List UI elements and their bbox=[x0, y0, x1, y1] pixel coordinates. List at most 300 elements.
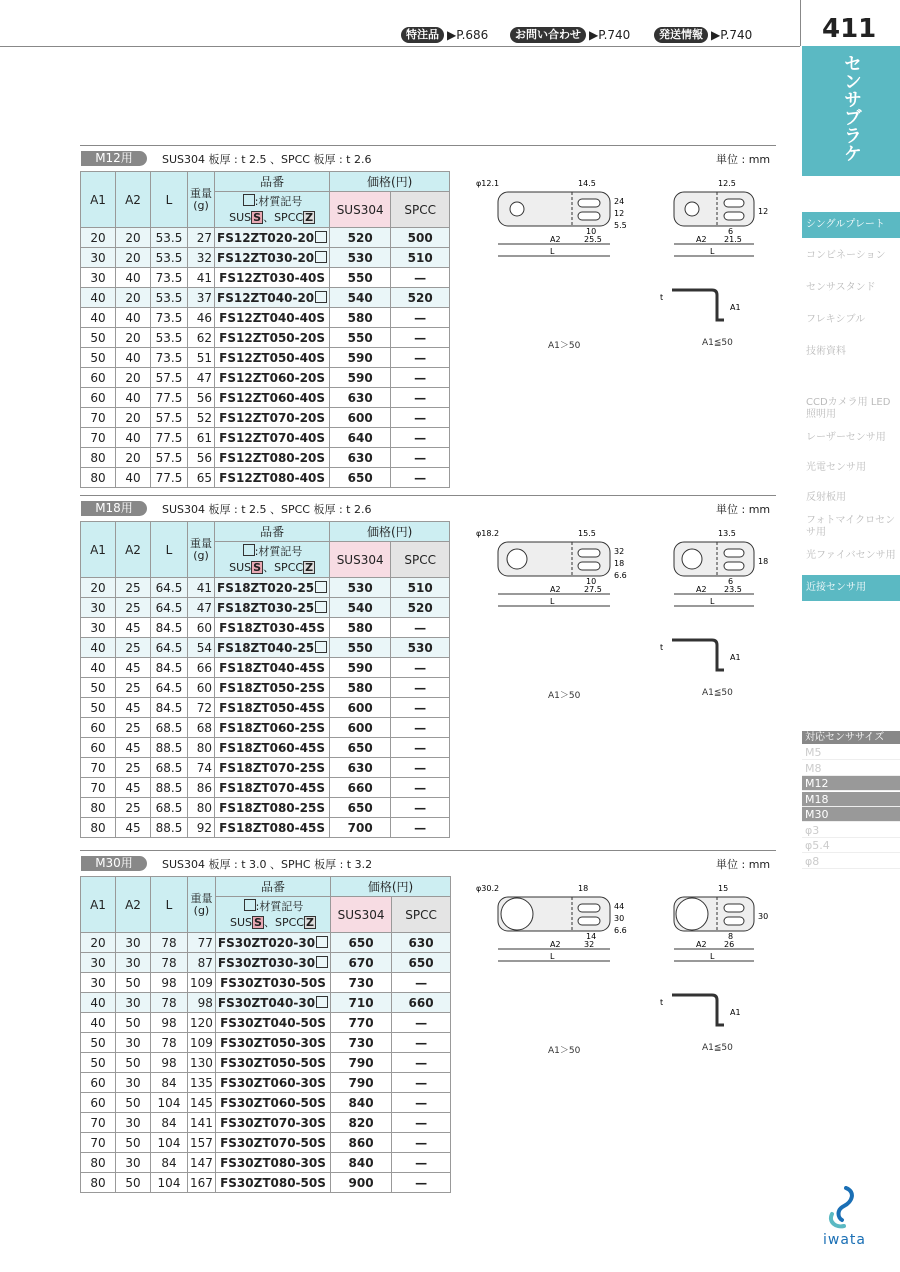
cell-weight: 41 bbox=[188, 578, 215, 598]
cell-part: FS30ZT050-50S bbox=[215, 1053, 330, 1073]
unit-label: 単位 : mm bbox=[716, 503, 771, 516]
table-row bbox=[81, 933, 451, 953]
iwata-logo-icon bbox=[826, 1186, 860, 1230]
cell-a2: 30 bbox=[116, 993, 151, 1013]
bracket-drawing bbox=[462, 879, 782, 1069]
cell-a1: 30 bbox=[81, 973, 116, 993]
cell-sus304: 790 bbox=[331, 1073, 392, 1093]
dim-l-le: L bbox=[710, 597, 715, 606]
cell-part: FS18ZT050-45S bbox=[215, 698, 330, 718]
dim-offset: 6.6 bbox=[614, 926, 627, 935]
cell-sus304: 630 bbox=[330, 448, 391, 468]
cell-sus304: 790 bbox=[331, 1053, 392, 1073]
cell-a2: 40 bbox=[116, 468, 151, 488]
cell-spcc: 510 bbox=[391, 248, 450, 268]
cell-a2: 20 bbox=[116, 288, 151, 308]
sidebar-item-9[interactable]: フォトマイクロセンサ用 bbox=[806, 515, 896, 538]
dim-l-le: L bbox=[710, 952, 715, 961]
sensor-hole-gt bbox=[501, 898, 533, 930]
cell-a2: 30 bbox=[116, 1073, 151, 1093]
table-row bbox=[81, 328, 450, 348]
sensor-hole-le bbox=[682, 549, 702, 569]
slot-le-2 bbox=[724, 212, 744, 220]
cell-l: 64.5 bbox=[151, 638, 188, 658]
dim-a-gt: 32 bbox=[584, 940, 595, 949]
cell-a1: 50 bbox=[81, 328, 116, 348]
cell-part: FS12ZT040-40S bbox=[215, 308, 330, 328]
cell-a2: 25 bbox=[116, 638, 151, 658]
cell-sus304: 640 bbox=[330, 428, 391, 448]
cell-spcc: — bbox=[392, 1153, 451, 1173]
cell-a1: 80 bbox=[81, 818, 116, 838]
size-item-6: φ5.4 bbox=[802, 838, 900, 853]
cell-sus304: 730 bbox=[331, 973, 392, 993]
col-l: L bbox=[151, 172, 188, 228]
table-row bbox=[81, 468, 450, 488]
cell-l: 84.5 bbox=[151, 698, 188, 718]
cell-spcc: 520 bbox=[391, 598, 450, 618]
cell-a1: 30 bbox=[81, 248, 116, 268]
cell-a1: 30 bbox=[81, 618, 116, 638]
table-row bbox=[81, 1053, 451, 1073]
slot-gt-1 bbox=[578, 904, 600, 912]
cell-l: 98 bbox=[151, 973, 188, 993]
bent-profile bbox=[672, 640, 724, 670]
sidebar-item-11[interactable]: 近接センサ用 bbox=[802, 575, 900, 601]
dim-thickness: t bbox=[660, 998, 664, 1007]
dim-a1: A1 bbox=[730, 303, 741, 312]
cell-a2: 40 bbox=[116, 428, 151, 448]
cell-part: FS30ZT040-50S bbox=[215, 1013, 330, 1033]
dim-width-le: 12.5 bbox=[718, 179, 736, 188]
cell-a2: 40 bbox=[116, 388, 151, 408]
cell-weight: 68 bbox=[188, 718, 215, 738]
cell-spcc: 660 bbox=[392, 993, 451, 1013]
cell-weight: 27 bbox=[188, 228, 215, 248]
dim-hole: φ30.2 bbox=[476, 884, 500, 893]
cell-a2: 30 bbox=[116, 1113, 151, 1133]
table-row bbox=[81, 1133, 451, 1153]
cell-l: 98 bbox=[151, 1053, 188, 1073]
cell-a2: 20 bbox=[116, 228, 151, 248]
cell-spcc: — bbox=[392, 1053, 451, 1073]
cell-spcc: — bbox=[391, 428, 450, 448]
dim-width-gt: 18 bbox=[578, 884, 589, 893]
cell-a1: 60 bbox=[81, 368, 116, 388]
material-box-icon bbox=[243, 194, 255, 206]
dim-width-gt: 14.5 bbox=[578, 179, 596, 188]
cell-l: 104 bbox=[151, 1173, 188, 1193]
cell-a2: 45 bbox=[116, 618, 151, 638]
cell-spcc: — bbox=[391, 738, 450, 758]
nav-ref-shipping[interactable]: ▶P.740 bbox=[711, 28, 753, 42]
table-row bbox=[81, 448, 450, 468]
cell-a2: 25 bbox=[116, 598, 151, 618]
col-material-note: :材質記号 SUS S 、SPCC Z bbox=[215, 897, 330, 933]
size-item-7: φ8 bbox=[802, 854, 900, 869]
col-spcc: SPCC bbox=[391, 192, 450, 228]
dim-slot-gt: 10 bbox=[586, 227, 597, 236]
cell-spcc: — bbox=[391, 618, 450, 638]
sidebar-item-6[interactable]: レーザーセンサ用 bbox=[806, 432, 886, 443]
cell-part: FS30ZT020-30 bbox=[215, 933, 330, 953]
cell-l: 77.5 bbox=[151, 468, 188, 488]
cell-sus304: 770 bbox=[331, 1013, 392, 1033]
cell-a1: 20 bbox=[81, 578, 116, 598]
cell-l: 57.5 bbox=[151, 368, 188, 388]
table-row bbox=[81, 798, 450, 818]
cell-l: 88.5 bbox=[151, 778, 188, 798]
cell-weight: 109 bbox=[188, 973, 216, 993]
cell-a2: 45 bbox=[116, 818, 151, 838]
table-row bbox=[81, 1173, 451, 1193]
dim-height-2: 12 bbox=[614, 209, 625, 218]
bracket-drawing bbox=[462, 524, 782, 714]
cell-a2: 45 bbox=[116, 658, 151, 678]
dim-height: 24 bbox=[614, 197, 625, 206]
nav-label-inquiry[interactable]: お問い合わせ bbox=[510, 27, 586, 43]
cell-a1: 50 bbox=[81, 1053, 116, 1073]
cell-part: FS12ZT030-20 bbox=[215, 248, 330, 268]
cell-spcc: — bbox=[392, 973, 451, 993]
cell-spcc: — bbox=[391, 408, 450, 428]
cell-l: 53.5 bbox=[151, 288, 188, 308]
cell-sus304: 650 bbox=[330, 738, 391, 758]
dim-thickness: t bbox=[660, 643, 664, 652]
cell-weight: 157 bbox=[188, 1133, 216, 1153]
cell-weight: 135 bbox=[188, 1073, 216, 1093]
bent-profile bbox=[672, 290, 724, 320]
cell-spcc: — bbox=[392, 1013, 451, 1033]
caption-le: A1≦50 bbox=[702, 1043, 733, 1053]
cell-l: 88.5 bbox=[151, 818, 188, 838]
cell-sus304: 630 bbox=[330, 758, 391, 778]
cell-a2: 20 bbox=[116, 248, 151, 268]
table-row bbox=[81, 618, 450, 638]
cell-a1: 30 bbox=[81, 953, 116, 973]
cell-part: FS12ZT070-40S bbox=[215, 428, 330, 448]
cell-spcc: — bbox=[391, 798, 450, 818]
cell-sus304: 700 bbox=[330, 818, 391, 838]
cell-part: FS30ZT070-50S bbox=[215, 1133, 330, 1153]
page-number: 411 bbox=[822, 14, 877, 44]
dim-a-gt: 27.5 bbox=[584, 585, 602, 594]
cell-part: FS30ZT070-30S bbox=[215, 1113, 330, 1133]
sensor-hole-le bbox=[685, 202, 699, 216]
cell-sus304: 820 bbox=[331, 1113, 392, 1133]
cell-spcc: — bbox=[392, 1093, 451, 1113]
cell-a2: 25 bbox=[116, 758, 151, 778]
cell-part: FS12ZT070-20S bbox=[215, 408, 330, 428]
table-row bbox=[81, 1093, 451, 1113]
cell-weight: 32 bbox=[188, 248, 215, 268]
sidebar-title: センサブラケット bbox=[802, 46, 900, 176]
cell-sus304: 550 bbox=[330, 268, 391, 288]
cell-l: 84 bbox=[151, 1073, 188, 1093]
sidebar-item-2[interactable]: センサスタンド bbox=[806, 282, 876, 293]
cell-spcc: — bbox=[391, 448, 450, 468]
cell-a1: 20 bbox=[81, 228, 116, 248]
section-spec: SUS304 板厚 : t 3.0 、SPHC 板厚 : t 3.2 bbox=[162, 858, 373, 871]
dim-height-le: 12 bbox=[758, 207, 769, 216]
slot-gt-1 bbox=[578, 199, 600, 207]
cell-spcc: 500 bbox=[391, 228, 450, 248]
cell-l: 84 bbox=[151, 1153, 188, 1173]
cell-spcc: — bbox=[392, 1073, 451, 1093]
cell-a2: 40 bbox=[116, 268, 151, 288]
section-label: M18用 bbox=[81, 501, 147, 516]
table-row bbox=[81, 953, 451, 973]
sidebar-item-3[interactable]: フレキシブル bbox=[806, 314, 866, 325]
cell-a1: 40 bbox=[81, 993, 116, 1013]
cell-weight: 41 bbox=[188, 268, 215, 288]
cell-weight: 145 bbox=[188, 1093, 216, 1113]
unit-label: 単位 : mm bbox=[716, 153, 771, 166]
cell-sus304: 600 bbox=[330, 408, 391, 428]
cell-part: FS12ZT020-20 bbox=[215, 228, 330, 248]
dim-a2-gt: A2 bbox=[550, 235, 561, 244]
material-box-icon bbox=[315, 641, 327, 653]
cell-spcc: — bbox=[391, 468, 450, 488]
cell-part: FS18ZT080-25S bbox=[215, 798, 330, 818]
cell-sus304: 590 bbox=[330, 368, 391, 388]
nav-label-custom[interactable]: 特注品 bbox=[401, 27, 444, 43]
table-row bbox=[81, 428, 450, 448]
cell-a1: 60 bbox=[81, 718, 116, 738]
cell-l: 77.5 bbox=[151, 428, 188, 448]
cell-weight: 60 bbox=[188, 678, 215, 698]
col-spcc: SPCC bbox=[391, 542, 450, 578]
cell-a2: 30 bbox=[116, 953, 151, 973]
material-box-icon bbox=[315, 581, 327, 593]
slot-le-1 bbox=[724, 549, 744, 557]
table-row bbox=[81, 973, 451, 993]
sidebar-item-4[interactable]: 技術資料 bbox=[806, 346, 846, 357]
cell-weight: 74 bbox=[188, 758, 215, 778]
cell-a1: 80 bbox=[81, 448, 116, 468]
cell-a2: 25 bbox=[116, 578, 151, 598]
cell-weight: 65 bbox=[188, 468, 215, 488]
cell-part: FS30ZT060-50S bbox=[215, 1093, 330, 1113]
price-table bbox=[80, 171, 450, 488]
cell-part: FS30ZT030-50S bbox=[215, 973, 330, 993]
cell-weight: 130 bbox=[188, 1053, 216, 1073]
cell-l: 53.5 bbox=[151, 228, 188, 248]
cell-spcc: — bbox=[391, 678, 450, 698]
col-a1: A1 bbox=[81, 522, 116, 578]
cell-a2: 20 bbox=[116, 328, 151, 348]
cell-weight: 51 bbox=[188, 348, 215, 368]
cell-spcc: — bbox=[391, 348, 450, 368]
cell-weight: 86 bbox=[188, 778, 215, 798]
cell-weight: 62 bbox=[188, 328, 215, 348]
cell-sus304: 840 bbox=[331, 1153, 392, 1173]
table-row bbox=[81, 778, 450, 798]
nav-ref-custom[interactable]: ▶P.686 bbox=[447, 28, 489, 42]
cell-part: FS30ZT060-30S bbox=[215, 1073, 330, 1093]
cell-l: 64.5 bbox=[151, 598, 188, 618]
cell-spcc: — bbox=[392, 1133, 451, 1153]
table-row bbox=[81, 1073, 451, 1093]
cell-a1: 60 bbox=[81, 388, 116, 408]
sidebar-item-10[interactable]: 光ファイバセンサ用 bbox=[806, 550, 896, 561]
col-sus304: SUS304 bbox=[330, 192, 391, 228]
section-label: M30用 bbox=[81, 856, 147, 871]
dim-a2-gt: A2 bbox=[550, 940, 561, 949]
caption-gt: A1＞50 bbox=[548, 1046, 581, 1056]
cell-sus304: 650 bbox=[330, 468, 391, 488]
cell-sus304: 600 bbox=[330, 698, 391, 718]
cell-l: 64.5 bbox=[151, 578, 188, 598]
cell-weight: 47 bbox=[188, 368, 215, 388]
cell-part: FS18ZT070-25S bbox=[215, 758, 330, 778]
col-weight: 重量 (g) bbox=[188, 172, 215, 228]
col-part: 品番 bbox=[215, 522, 330, 542]
cell-sus304: 710 bbox=[331, 993, 392, 1013]
dim-hole: φ12.1 bbox=[476, 179, 500, 188]
table-row bbox=[81, 308, 450, 328]
cell-weight: 52 bbox=[188, 408, 215, 428]
cell-part: FS30ZT080-30S bbox=[215, 1153, 330, 1173]
cell-a1: 70 bbox=[81, 1133, 116, 1153]
col-price: 価格(円) bbox=[330, 522, 450, 542]
cell-a2: 50 bbox=[116, 1093, 151, 1113]
cell-a1: 80 bbox=[81, 798, 116, 818]
table-row bbox=[81, 248, 450, 268]
cell-a2: 20 bbox=[116, 448, 151, 468]
cell-a1: 40 bbox=[81, 658, 116, 678]
cell-sus304: 730 bbox=[331, 1033, 392, 1053]
dim-slot-le: 6 bbox=[728, 577, 734, 586]
sidebar-item-0[interactable]: シングルプレート bbox=[802, 212, 900, 238]
table-row bbox=[81, 1013, 451, 1033]
cell-l: 98 bbox=[151, 1013, 188, 1033]
cell-a1: 60 bbox=[81, 1093, 116, 1113]
material-box-icon bbox=[243, 544, 255, 556]
material-box-icon bbox=[316, 956, 328, 968]
cell-spcc: — bbox=[391, 778, 450, 798]
col-part: 品番 bbox=[215, 172, 330, 192]
col-l: L bbox=[151, 522, 188, 578]
cell-a1: 40 bbox=[81, 638, 116, 658]
cell-part: FS18ZT040-25 bbox=[215, 638, 330, 658]
cell-weight: 56 bbox=[188, 388, 215, 408]
dim-a2-le: A2 bbox=[696, 940, 707, 949]
cell-l: 104 bbox=[151, 1093, 188, 1113]
cell-spcc: — bbox=[391, 658, 450, 678]
dim-l-gt: L bbox=[550, 247, 555, 256]
cell-l: 88.5 bbox=[151, 738, 188, 758]
cell-spcc: — bbox=[391, 368, 450, 388]
cell-weight: 147 bbox=[188, 1153, 216, 1173]
cell-l: 53.5 bbox=[151, 248, 188, 268]
cell-a2: 30 bbox=[116, 1153, 151, 1173]
table-row bbox=[81, 993, 451, 1013]
dim-height-le: 18 bbox=[758, 557, 769, 566]
cell-a2: 50 bbox=[116, 973, 151, 993]
size-item-4: M30 bbox=[802, 807, 900, 822]
cell-spcc: 510 bbox=[391, 578, 450, 598]
cell-weight: 120 bbox=[188, 1013, 216, 1033]
cell-a2: 45 bbox=[116, 698, 151, 718]
cell-weight: 77 bbox=[188, 933, 216, 953]
cell-part: FS18ZT080-45S bbox=[215, 818, 330, 838]
dim-height-2: 18 bbox=[614, 559, 625, 568]
nav-ref-inquiry[interactable]: ▶P.740 bbox=[589, 28, 631, 42]
slot-le-1 bbox=[724, 199, 744, 207]
cell-a2: 40 bbox=[116, 308, 151, 328]
dim-a1: A1 bbox=[730, 1008, 741, 1017]
col-price: 価格(円) bbox=[331, 877, 451, 897]
col-a2: A2 bbox=[116, 877, 151, 933]
cell-part: FS18ZT030-25 bbox=[215, 598, 330, 618]
cell-a1: 40 bbox=[81, 308, 116, 328]
cell-part: FS30ZT030-30 bbox=[215, 953, 330, 973]
cell-l: 57.5 bbox=[151, 448, 188, 468]
sidebar-item-8[interactable]: 反射板用 bbox=[806, 492, 846, 503]
cell-l: 78 bbox=[151, 1033, 188, 1053]
price-table bbox=[80, 521, 450, 838]
nav-label-shipping[interactable]: 発送情報 bbox=[654, 27, 708, 43]
cell-a2: 45 bbox=[116, 778, 151, 798]
sidebar-item-5[interactable]: CCDカメラ用 LED照明用 bbox=[806, 397, 891, 420]
cell-l: 84 bbox=[151, 1113, 188, 1133]
table-row bbox=[81, 1033, 451, 1053]
cell-sus304: 530 bbox=[330, 578, 391, 598]
table-row bbox=[81, 718, 450, 738]
slot-le-2 bbox=[724, 562, 744, 570]
dim-height-le: 30 bbox=[758, 912, 769, 921]
cell-spcc: — bbox=[391, 818, 450, 838]
dim-l-le: L bbox=[710, 247, 715, 256]
slot-gt-2 bbox=[578, 562, 600, 570]
dim-height: 44 bbox=[614, 902, 625, 911]
table-row bbox=[81, 228, 450, 248]
size-item-5: φ3 bbox=[802, 823, 900, 838]
col-spcc: SPCC bbox=[392, 897, 451, 933]
cell-weight: 109 bbox=[188, 1033, 216, 1053]
cell-spcc: — bbox=[392, 1113, 451, 1133]
cell-a2: 50 bbox=[116, 1133, 151, 1153]
section-label: M12用 bbox=[81, 151, 147, 166]
cell-a1: 60 bbox=[81, 738, 116, 758]
sidebar-item-1[interactable]: コンビネーション bbox=[806, 250, 886, 261]
cell-sus304: 670 bbox=[331, 953, 392, 973]
cell-weight: 66 bbox=[188, 658, 215, 678]
cell-a2: 45 bbox=[116, 738, 151, 758]
cell-part: FS18ZT060-45S bbox=[215, 738, 330, 758]
cell-part: FS18ZT070-45S bbox=[215, 778, 330, 798]
dim-slot-gt: 14 bbox=[586, 932, 597, 941]
cell-sus304: 520 bbox=[330, 228, 391, 248]
cell-a1: 70 bbox=[81, 758, 116, 778]
dim-a-le: 21.5 bbox=[724, 235, 742, 244]
dim-a1: A1 bbox=[730, 653, 741, 662]
cell-weight: 54 bbox=[188, 638, 215, 658]
dim-a2-gt: A2 bbox=[550, 585, 561, 594]
sidebar-item-7[interactable]: 光電センサ用 bbox=[806, 462, 866, 473]
cell-a2: 25 bbox=[116, 678, 151, 698]
dim-slot-le: 6 bbox=[728, 227, 734, 236]
col-sus304: SUS304 bbox=[331, 897, 392, 933]
dim-a-le: 23.5 bbox=[724, 585, 742, 594]
cell-sus304: 540 bbox=[330, 598, 391, 618]
dim-a-gt: 25.5 bbox=[584, 235, 602, 244]
dim-width-gt: 15.5 bbox=[578, 529, 596, 538]
cell-part: FS18ZT040-45S bbox=[215, 658, 330, 678]
cell-weight: 98 bbox=[188, 993, 216, 1013]
table-row bbox=[81, 658, 450, 678]
